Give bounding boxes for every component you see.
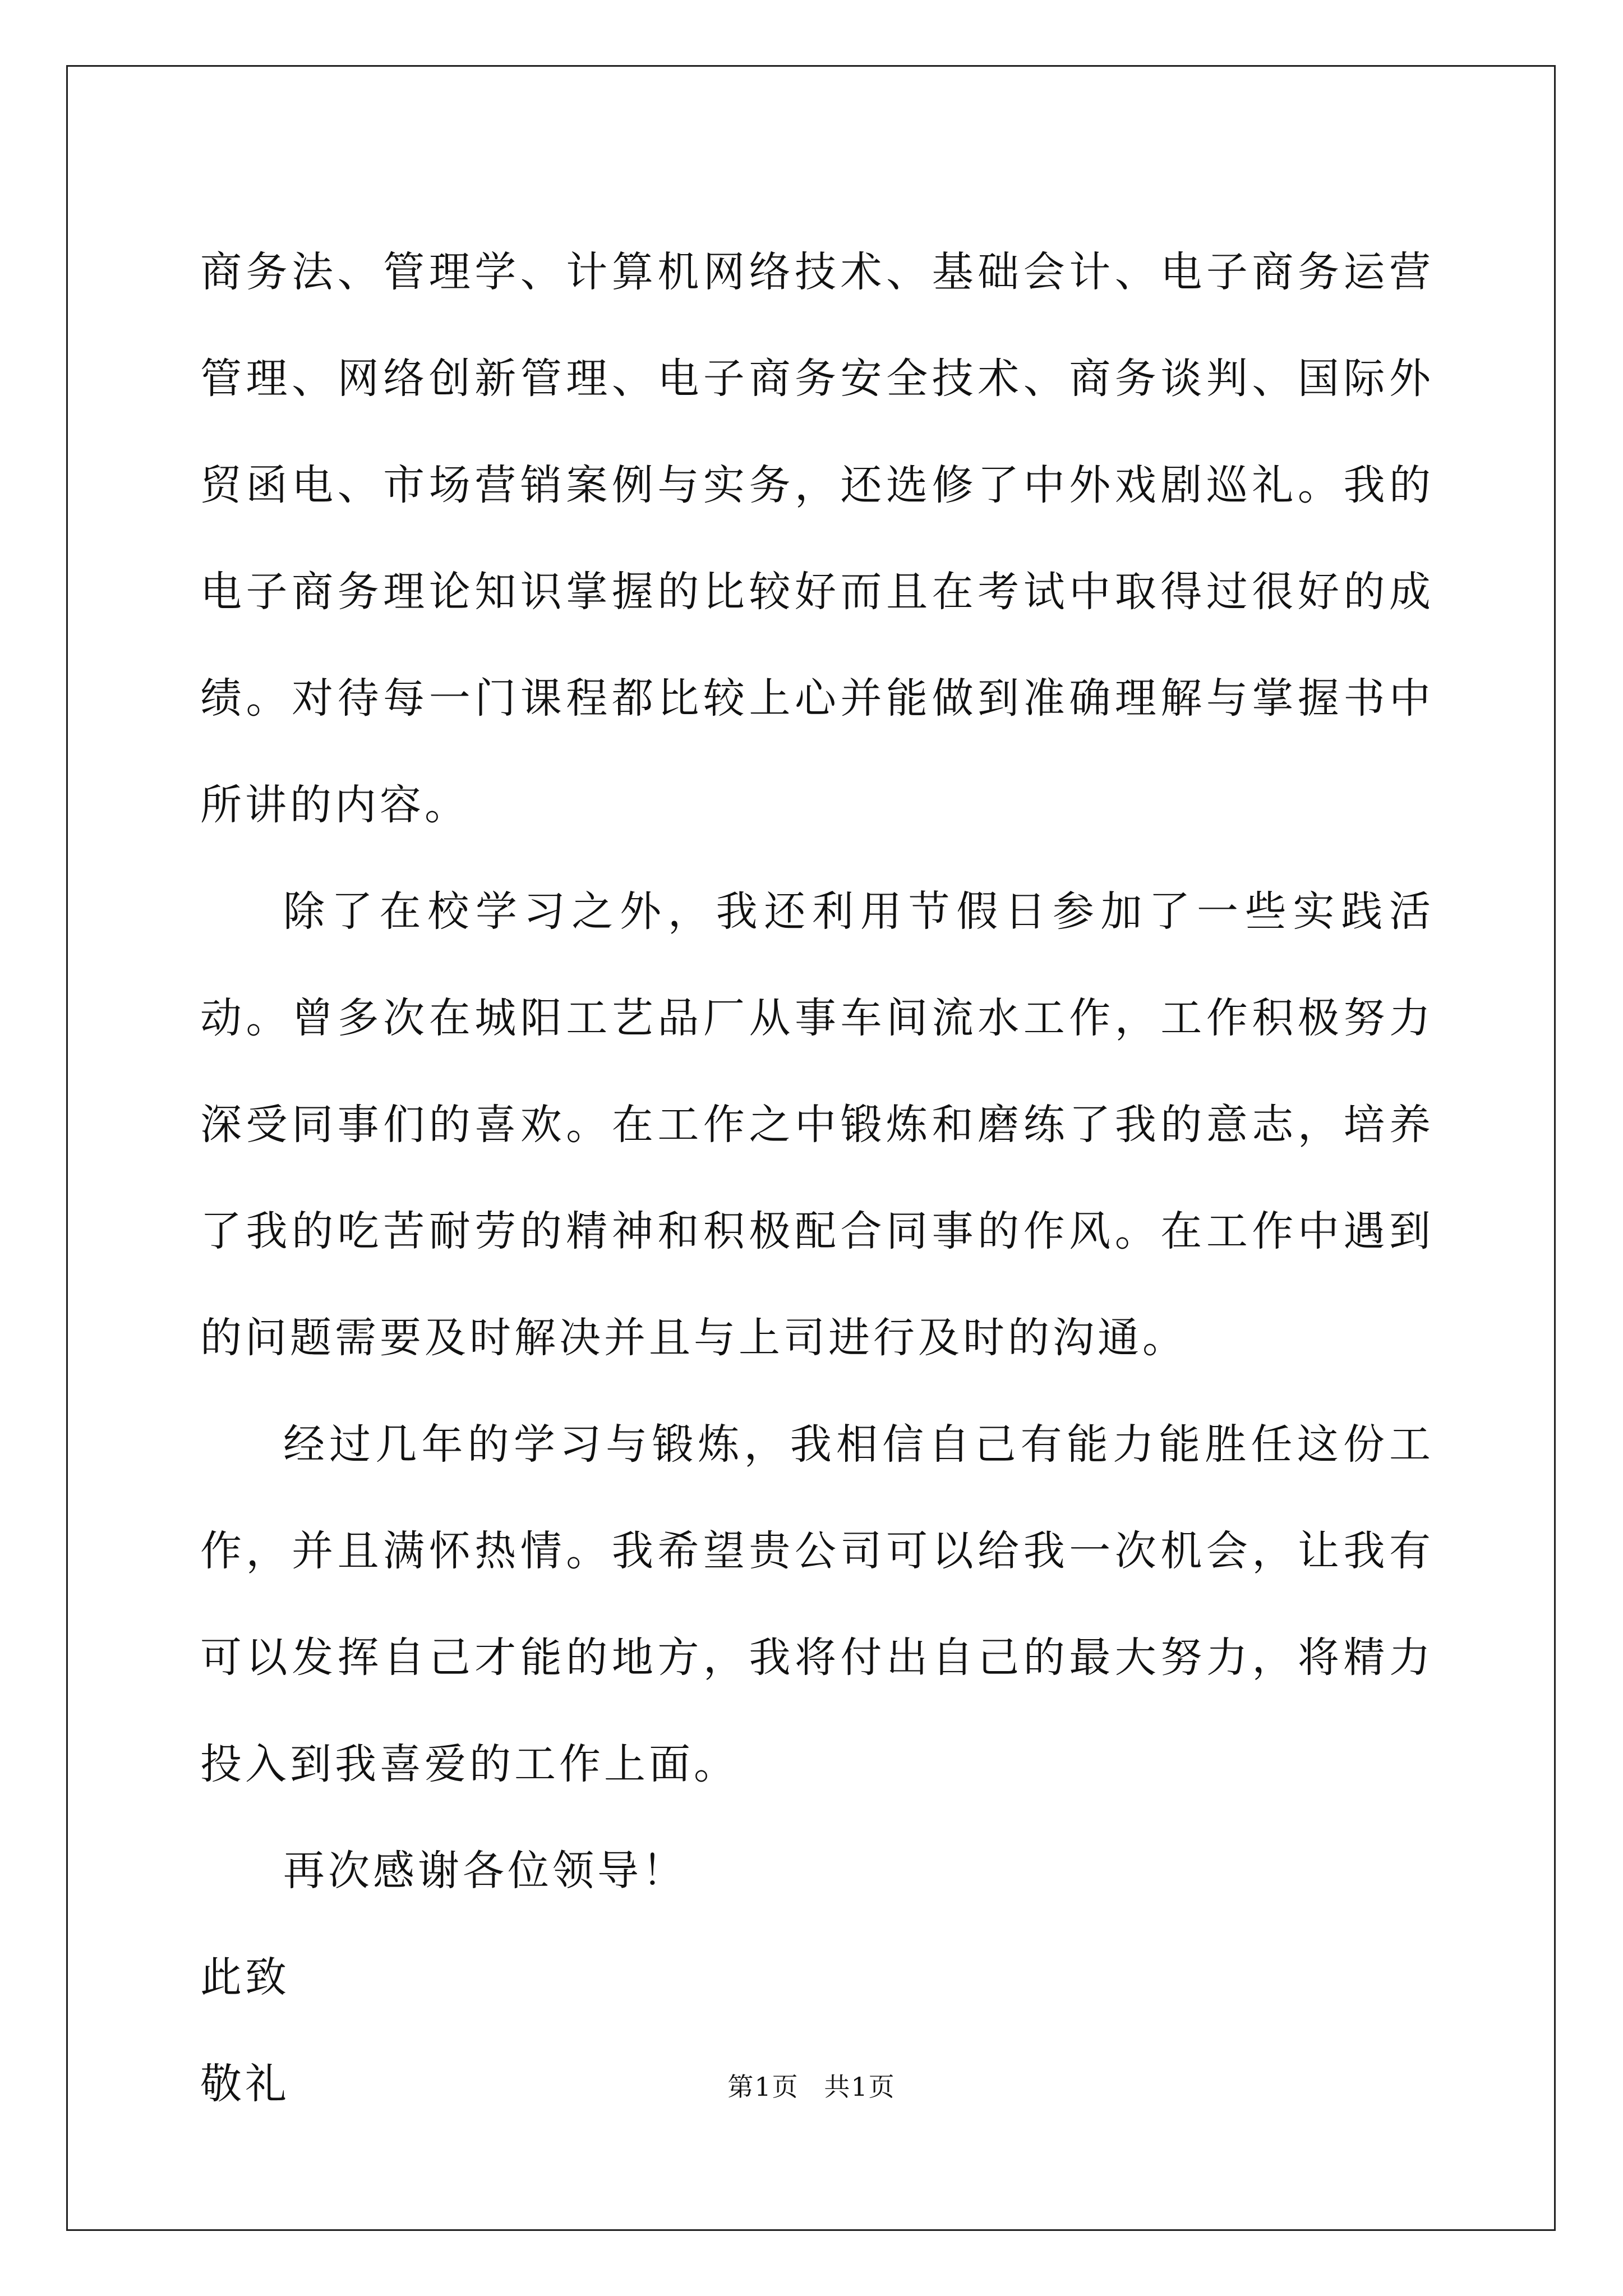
paragraph-conclusion: 经过几年的学习与锻炼，我相信自己有能力能胜任这份工作，并且满怀热情。我希望贵公司可以给我一次机会，让我有可以发挥自己才能的地方，我将付出自己的最大努力，将精力投入到我喜爱的工作上面。: [200, 1420, 1434, 1788]
closing-salutation: 此致: [200, 1953, 290, 2001]
paragraph-practice: 除了在校学习之外，我还利用节假日参加了一些实践活动。曾多次在城阳工艺品厂从事车间流水工作，工作积极努力深受同事们的喜欢。在工作之中锻炼和磨练了我的意志，培养了我的吃苦耐劳的精神和积极配合同事的作风。在工作中遇到的问题需要及时解决并且与上司进行及时的沟通。: [200, 887, 1434, 1362]
closing-regards: 敬礼: [200, 2060, 290, 2108]
page-footer: [0, 2067, 1623, 2104]
document-body: [200, 219, 1434, 2137]
page-number: 第1页: [727, 2072, 799, 2102]
paragraph-courses: 商务法、管理学、计算机网络技术、基础会计、电子商务运营管理、网络创新管理、电子商务安全技术、商务谈判、国际外贸函电、市场营销案例与实务，还选修了中外戏剧巡礼。我的电子商务理论知识掌握的比较好而且在考试中取得过很好的成绩。对待每一门课程都比较上心并能做到准确理解与掌握书中所讲的内容。: [200, 248, 1434, 829]
page-total: 共1页: [824, 2072, 896, 2102]
paragraph-thanks: 再次感谢各位领导！: [283, 1847, 687, 1895]
